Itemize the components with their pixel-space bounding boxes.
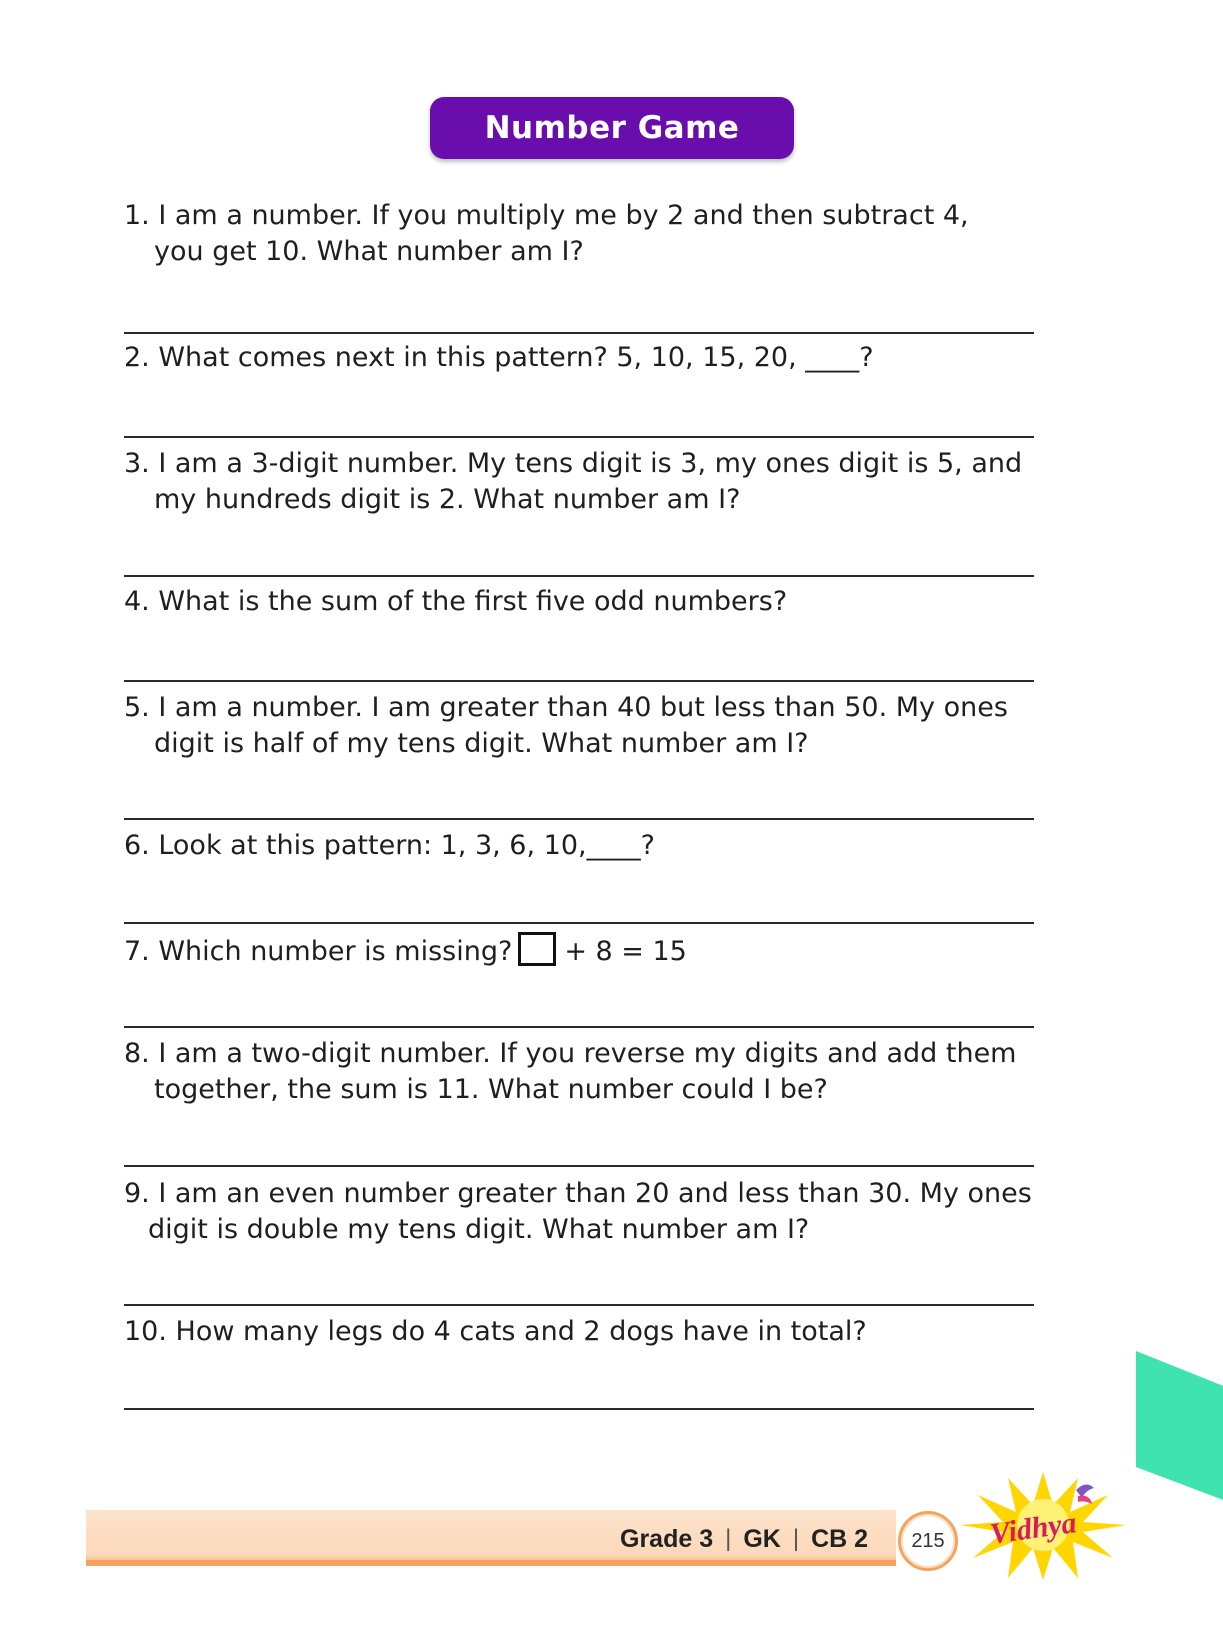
answer-line-8[interactable]: [124, 1165, 1034, 1167]
question-6-line-1: 6. Look at this pattern: 1, 3, 6, 10,____?: [124, 830, 655, 861]
title-banner: [430, 97, 794, 159]
question-6: [124, 828, 1064, 864]
question-9: [124, 1176, 1064, 1248]
page-number: 215: [911, 1529, 945, 1552]
footer-grade: Grade 3: [620, 1524, 714, 1553]
question-1-line-1: 1. I am a number. If you multiply me by 2 and then subtract 4,: [124, 200, 969, 231]
page-number-badge: [898, 1511, 958, 1571]
question-5-line-2: digit is half of my tens digit. What number am I?: [154, 728, 809, 759]
answer-line-6[interactable]: [124, 922, 1034, 924]
answer-line-1[interactable]: [124, 332, 1034, 334]
question-5: [124, 690, 1064, 762]
question-8-line-2: together, the sum is 11. What number could I be?: [154, 1074, 828, 1105]
answer-line-4[interactable]: [124, 680, 1034, 682]
missing-number-box[interactable]: [518, 932, 556, 966]
question-8-line-1: 8. I am a two-digit number. If you reverse my digits and add them: [124, 1038, 1017, 1069]
question-10-line-1: 10. How many legs do 4 cats and 2 dogs have in total?: [124, 1316, 867, 1347]
green-corner-tab: [1136, 1351, 1223, 1501]
logo-wordmark: Vidhya: [988, 1506, 1079, 1551]
answer-line-5[interactable]: [124, 818, 1034, 820]
question-7-text: 7. Which number is missing?: [124, 936, 513, 967]
answer-line-10[interactable]: [124, 1408, 1034, 1410]
answer-line-7[interactable]: [124, 1026, 1034, 1028]
question-5-line-1: 5. I am a number. I am greater than 40 but less than 50. My ones: [124, 692, 1008, 723]
question-8: [124, 1036, 1064, 1108]
page-title: Number Game: [484, 110, 740, 146]
question-4-line-1: 4. What is the sum of the first five odd numbers?: [124, 586, 788, 617]
question-2: [124, 340, 1064, 376]
question-2-line-1: 2. What comes next in this pattern? 5, 10, 15, 20, ____?: [124, 342, 874, 373]
question-4: [124, 584, 1064, 620]
question-1: [124, 198, 1064, 270]
question-3-line-1: 3. I am a 3-digit number. My tens digit is 3, my ones digit is 5, and: [124, 448, 1023, 479]
footer-separator: |: [725, 1525, 732, 1552]
question-3-line-2: my hundreds digit is 2. What number am I?: [154, 484, 741, 515]
question-10: [124, 1314, 1064, 1350]
footer-separator: |: [792, 1525, 800, 1552]
question-7-equation: + 8 = 15: [564, 936, 687, 967]
answer-line-2[interactable]: [124, 436, 1034, 438]
footer-subject: GK: [743, 1524, 781, 1553]
question-1-line-2: you get 10. What number am I?: [154, 236, 584, 267]
answer-line-3[interactable]: [124, 575, 1034, 577]
question-9-line-1: 9. I am an even number greater than 20 and less than 30. My ones: [124, 1178, 1032, 1209]
question-7: [124, 932, 1064, 970]
footer-info: [620, 1522, 868, 1556]
question-9-line-2: digit is double my tens digit. What number am I?: [148, 1214, 810, 1245]
footer-book: CB 2: [811, 1524, 869, 1553]
answer-line-9[interactable]: [124, 1304, 1034, 1306]
question-3: [124, 446, 1064, 518]
